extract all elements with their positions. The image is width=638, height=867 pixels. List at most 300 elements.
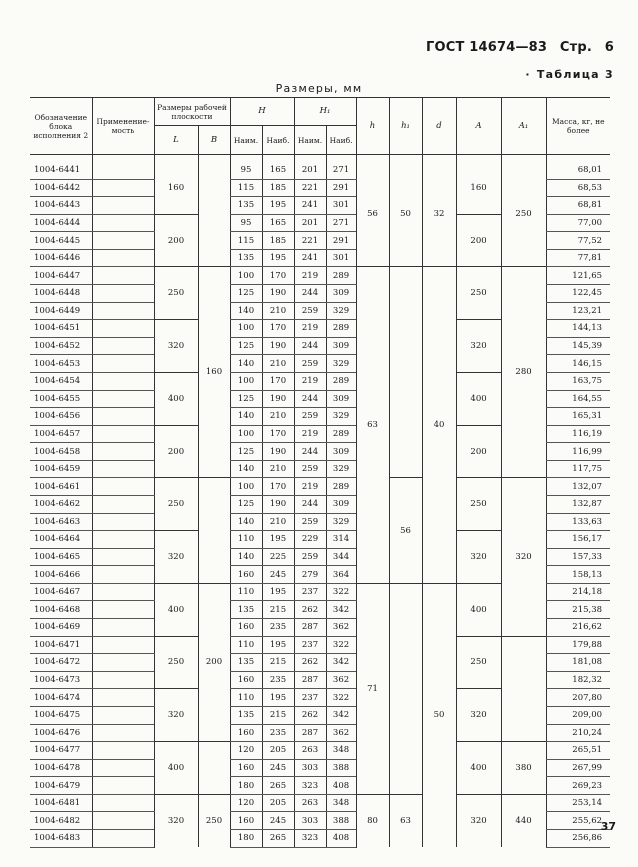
H-max: 195: [262, 583, 294, 601]
H-min: 140: [230, 460, 262, 478]
application-cell: [92, 232, 154, 250]
H-min: 135: [230, 249, 262, 267]
table-label: · Таблица 3: [525, 68, 614, 81]
H1-max: 329: [326, 355, 356, 373]
application-cell: [92, 706, 154, 724]
mass-value: 269,23: [546, 777, 610, 795]
col-H-max: Наиб.: [262, 126, 294, 155]
H1-min: 201: [294, 214, 326, 232]
L-value: 400: [154, 372, 198, 425]
mass-value: 157,33: [546, 548, 610, 566]
h-value: 63: [356, 267, 389, 583]
H-max: 245: [262, 759, 294, 777]
A-value: 200: [456, 425, 501, 478]
H1-min: 259: [294, 460, 326, 478]
H1-max: 342: [326, 601, 356, 619]
block-designation: 1004-6445: [30, 232, 92, 250]
mass-value: 265,51: [546, 742, 610, 760]
block-designation: 1004-6452: [30, 337, 92, 355]
H1-min: 219: [294, 267, 326, 285]
mass-value: 77,52: [546, 232, 610, 250]
H-min: 140: [230, 548, 262, 566]
H-min: 125: [230, 495, 262, 513]
A-value: 250: [456, 636, 501, 689]
block-designation: 1004-6479: [30, 777, 92, 795]
application-cell: [92, 162, 154, 179]
block-designation: 1004-6468: [30, 601, 92, 619]
col-L: L: [154, 126, 198, 155]
H1-min: 259: [294, 548, 326, 566]
application-cell: [92, 267, 154, 285]
H-min: 100: [230, 320, 262, 338]
application-cell: [92, 759, 154, 777]
application-cell: [92, 460, 154, 478]
H1-min: 244: [294, 390, 326, 408]
block-designation: 1004-6473: [30, 671, 92, 689]
H1-min: 323: [294, 829, 326, 847]
A1-value: 250: [501, 162, 546, 267]
col-d: d: [422, 98, 456, 155]
H-min: 100: [230, 267, 262, 285]
H1-min: 262: [294, 601, 326, 619]
H1-min: 287: [294, 619, 326, 637]
mass-value: 116,19: [546, 425, 610, 443]
H-max: 170: [262, 267, 294, 285]
application-cell: [92, 636, 154, 654]
block-designation: 1004-6464: [30, 531, 92, 549]
mass-value: 182,32: [546, 671, 610, 689]
H1-max: 329: [326, 408, 356, 426]
block-designation: 1004-6483: [30, 829, 92, 847]
A-value: 320: [456, 531, 501, 584]
H1-min: 262: [294, 654, 326, 672]
block-designation: 1004-6455: [30, 390, 92, 408]
H1-max: 309: [326, 443, 356, 461]
application-cell: [92, 671, 154, 689]
L-value: 320: [154, 320, 198, 373]
H1-max: 291: [326, 179, 356, 197]
H1-min: 303: [294, 759, 326, 777]
block-designation: 1004-6466: [30, 566, 92, 584]
H-min: 135: [230, 654, 262, 672]
col-H-min: Наим.: [230, 126, 262, 155]
H-min: 140: [230, 513, 262, 531]
H1-min: 244: [294, 495, 326, 513]
H1-max: 271: [326, 162, 356, 179]
application-cell: [92, 566, 154, 584]
block-designation: 1004-6457: [30, 425, 92, 443]
H1-max: 289: [326, 267, 356, 285]
A-value: 320: [456, 794, 501, 847]
H1-max: 329: [326, 460, 356, 478]
mass-value: 209,00: [546, 706, 610, 724]
mass-value: 77,81: [546, 249, 610, 267]
col-work-surface: Размеры рабочей плоскости: [154, 98, 230, 126]
block-designation: 1004-6443: [30, 197, 92, 215]
H1-max: 309: [326, 337, 356, 355]
block-designation: 1004-6467: [30, 583, 92, 601]
application-cell: [92, 179, 154, 197]
mass-value: 145,39: [546, 337, 610, 355]
page-label: Стр.: [559, 40, 593, 55]
table-row: [30, 267, 610, 285]
col-B: B: [198, 126, 230, 155]
H-min: 115: [230, 232, 262, 250]
A1-value: [501, 636, 546, 741]
application-cell: [92, 337, 154, 355]
H-max: 190: [262, 495, 294, 513]
H1-max: 301: [326, 197, 356, 215]
H1-max: 329: [326, 302, 356, 320]
A-value: 250: [456, 478, 501, 531]
H-max: 235: [262, 619, 294, 637]
H1-min: 259: [294, 355, 326, 373]
mass-value: 117,75: [546, 460, 610, 478]
d-value: 32: [422, 162, 456, 267]
A-value: 400: [456, 372, 501, 425]
A-value: 320: [456, 320, 501, 373]
application-cell: [92, 372, 154, 390]
H-max: 165: [262, 162, 294, 179]
mass-value: 68,53: [546, 179, 610, 197]
application-cell: [92, 249, 154, 267]
B-value: [198, 478, 230, 583]
H-max: 190: [262, 337, 294, 355]
application-cell: [92, 302, 154, 320]
application-cell: [92, 829, 154, 847]
H-min: 160: [230, 724, 262, 742]
table-row: [30, 636, 610, 654]
H1-max: 322: [326, 636, 356, 654]
H1-max: 322: [326, 583, 356, 601]
H-min: 125: [230, 443, 262, 461]
block-designation: 1004-6475: [30, 706, 92, 724]
mass-value: 179,88: [546, 636, 610, 654]
H1-max: 309: [326, 495, 356, 513]
L-value: 250: [154, 478, 198, 531]
L-value: 160: [154, 162, 198, 214]
block-designation: 1004-6447: [30, 267, 92, 285]
col-A1: A₁: [501, 98, 546, 155]
col-h: h: [356, 98, 389, 155]
application-cell: [92, 794, 154, 812]
H1-min: 259: [294, 408, 326, 426]
H1-max: 344: [326, 548, 356, 566]
block-designation: 1004-6448: [30, 285, 92, 303]
table-row: [30, 794, 610, 812]
H-max: 245: [262, 812, 294, 830]
application-cell: [92, 408, 154, 426]
H1-min: 219: [294, 425, 326, 443]
block-designation: 1004-6461: [30, 478, 92, 496]
H-max: 210: [262, 408, 294, 426]
application-cell: [92, 443, 154, 461]
mass-value: 253,14: [546, 794, 610, 812]
mass-value: 123,21: [546, 302, 610, 320]
H-max: 235: [262, 724, 294, 742]
page-number: 6: [604, 40, 614, 55]
H1-min: 287: [294, 671, 326, 689]
H-min: 115: [230, 179, 262, 197]
block-designation: 1004-6463: [30, 513, 92, 531]
H1-min: 237: [294, 689, 326, 707]
application-cell: [92, 689, 154, 707]
application-cell: [92, 619, 154, 637]
H1-max: 309: [326, 390, 356, 408]
application-cell: [92, 390, 154, 408]
A1-value: 320: [501, 478, 546, 636]
col-H: H: [230, 98, 294, 126]
H1-min: 237: [294, 583, 326, 601]
H-max: 195: [262, 197, 294, 215]
H-min: 160: [230, 671, 262, 689]
H1-min: 241: [294, 197, 326, 215]
H-max: 265: [262, 777, 294, 795]
mass-value: 164,55: [546, 390, 610, 408]
mass-value: 165,31: [546, 408, 610, 426]
H-max: 205: [262, 742, 294, 760]
H-max: 170: [262, 372, 294, 390]
H-max: 170: [262, 425, 294, 443]
H-max: 215: [262, 706, 294, 724]
H1-min: 221: [294, 232, 326, 250]
table-row: [30, 742, 610, 760]
H-max: 195: [262, 689, 294, 707]
h-value: 56: [356, 162, 389, 267]
H-max: 195: [262, 249, 294, 267]
H1-max: 301: [326, 249, 356, 267]
H-max: 210: [262, 513, 294, 531]
A1-value: 280: [501, 267, 546, 478]
block-designation: 1004-6465: [30, 548, 92, 566]
H1-max: 271: [326, 214, 356, 232]
H-max: 235: [262, 671, 294, 689]
H-max: 205: [262, 794, 294, 812]
H-max: 195: [262, 636, 294, 654]
H1-max: 362: [326, 724, 356, 742]
H-min: 140: [230, 302, 262, 320]
col-designation: Обозначение блока исполнения 2: [30, 98, 92, 155]
H1-max: 289: [326, 425, 356, 443]
L-value: 400: [154, 583, 198, 636]
block-designation: 1004-6482: [30, 812, 92, 830]
mass-value: 215,38: [546, 601, 610, 619]
H1-min: 219: [294, 320, 326, 338]
H1-min: 259: [294, 302, 326, 320]
H1-min: 244: [294, 285, 326, 303]
H-max: 210: [262, 355, 294, 373]
H1-max: 348: [326, 794, 356, 812]
H1-min: 259: [294, 513, 326, 531]
application-cell: [92, 478, 154, 496]
H1-max: 289: [326, 478, 356, 496]
H1-max: 362: [326, 671, 356, 689]
B-value: 200: [198, 583, 230, 741]
block-designation: 1004-6453: [30, 355, 92, 373]
H1-max: 342: [326, 706, 356, 724]
application-cell: [92, 214, 154, 232]
H-min: 125: [230, 390, 262, 408]
H1-max: 388: [326, 812, 356, 830]
mass-value: 158,13: [546, 566, 610, 584]
block-designation: 1004-6456: [30, 408, 92, 426]
mass-value: 163,75: [546, 372, 610, 390]
H1-max: 342: [326, 654, 356, 672]
mass-value: 267,99: [546, 759, 610, 777]
dimensions-table: [30, 97, 610, 848]
h-value: 80: [356, 794, 389, 847]
H-min: 110: [230, 636, 262, 654]
standard-code: ГОСТ 14674—83: [425, 40, 548, 55]
mass-value: 146,15: [546, 355, 610, 373]
mass-value: 116,99: [546, 443, 610, 461]
H-min: 160: [230, 566, 262, 584]
H1-min: 287: [294, 724, 326, 742]
L-value: 320: [154, 794, 198, 847]
A-value: 160: [456, 162, 501, 214]
block-designation: 1004-6481: [30, 794, 92, 812]
H-min: 135: [230, 601, 262, 619]
B-value: 160: [198, 267, 230, 478]
H1-min: 263: [294, 742, 326, 760]
H1-min: 303: [294, 812, 326, 830]
H-min: 160: [230, 619, 262, 637]
H-min: 135: [230, 706, 262, 724]
table-caption: Размеры, мм: [275, 82, 363, 95]
H-max: 245: [262, 566, 294, 584]
h-value: 71: [356, 583, 389, 794]
H-min: 140: [230, 408, 262, 426]
H1-max: 289: [326, 320, 356, 338]
H-min: 120: [230, 742, 262, 760]
A-value: 400: [456, 742, 501, 795]
h1-value: 56: [389, 478, 422, 583]
H1-min: 262: [294, 706, 326, 724]
table-row: [30, 162, 610, 179]
L-value: 400: [154, 742, 198, 795]
H-max: 190: [262, 443, 294, 461]
application-cell: [92, 583, 154, 601]
H1-max: 362: [326, 619, 356, 637]
block-designation: 1004-6441: [30, 162, 92, 179]
block-designation: 1004-6472: [30, 654, 92, 672]
A1-value: 440: [501, 794, 546, 847]
H1-min: 244: [294, 337, 326, 355]
H1-min: 279: [294, 566, 326, 584]
application-cell: [92, 654, 154, 672]
H-min: 180: [230, 829, 262, 847]
A-value: 320: [456, 689, 501, 742]
H1-max: 329: [326, 513, 356, 531]
mass-value: 156,17: [546, 531, 610, 549]
H-max: 165: [262, 214, 294, 232]
page-header: [418, 40, 614, 55]
application-cell: [92, 548, 154, 566]
H1-min: 229: [294, 531, 326, 549]
block-designation: 1004-6444: [30, 214, 92, 232]
mass-value: 68,81: [546, 197, 610, 215]
H-max: 210: [262, 460, 294, 478]
H-max: 170: [262, 478, 294, 496]
L-value: 250: [154, 636, 198, 689]
H-max: 170: [262, 320, 294, 338]
H-min: 160: [230, 759, 262, 777]
H-max: 215: [262, 601, 294, 619]
H-min: 160: [230, 812, 262, 830]
H-min: 95: [230, 214, 262, 232]
H1-max: 408: [326, 777, 356, 795]
H1-max: 289: [326, 372, 356, 390]
mass-value: 216,62: [546, 619, 610, 637]
H1-max: 388: [326, 759, 356, 777]
block-designation: 1004-6451: [30, 320, 92, 338]
application-cell: [92, 812, 154, 830]
application-cell: [92, 285, 154, 303]
A-value: 250: [456, 267, 501, 320]
H-min: 110: [230, 689, 262, 707]
H1-min: 323: [294, 777, 326, 795]
H1-min: 219: [294, 372, 326, 390]
mass-value: 255,62: [546, 812, 610, 830]
application-cell: [92, 531, 154, 549]
application-cell: [92, 724, 154, 742]
h1-value: [389, 267, 422, 478]
H-min: 135: [230, 197, 262, 215]
application-cell: [92, 355, 154, 373]
block-designation: 1004-6449: [30, 302, 92, 320]
block-designation: 1004-6469: [30, 619, 92, 637]
L-value: 320: [154, 531, 198, 584]
H1-max: 291: [326, 232, 356, 250]
page-footer-number: 37: [600, 820, 616, 833]
mass-value: 210,24: [546, 724, 610, 742]
application-cell: [92, 742, 154, 760]
mass-value: 121,65: [546, 267, 610, 285]
H-min: 100: [230, 425, 262, 443]
h1-value: 50: [389, 162, 422, 267]
H-max: 225: [262, 548, 294, 566]
application-cell: [92, 425, 154, 443]
application-cell: [92, 495, 154, 513]
H1-min: 201: [294, 162, 326, 179]
H-min: 180: [230, 777, 262, 795]
H1-min: 244: [294, 443, 326, 461]
block-designation: 1004-6478: [30, 759, 92, 777]
col-H1: H₁: [294, 98, 356, 126]
H-max: 190: [262, 390, 294, 408]
block-designation: 1004-6458: [30, 443, 92, 461]
block-designation: 1004-6476: [30, 724, 92, 742]
block-designation: 1004-6477: [30, 742, 92, 760]
H-min: 110: [230, 531, 262, 549]
application-cell: [92, 513, 154, 531]
L-value: 250: [154, 267, 198, 320]
H1-min: 221: [294, 179, 326, 197]
col-h1: h₁: [389, 98, 422, 155]
H-max: 190: [262, 285, 294, 303]
H1-min: 263: [294, 794, 326, 812]
A-value: 200: [456, 214, 501, 267]
A-value: 400: [456, 583, 501, 636]
H-min: 100: [230, 372, 262, 390]
mass-value: 256,86: [546, 829, 610, 847]
H-max: 265: [262, 829, 294, 847]
col-H1-max: Наиб.: [326, 126, 356, 155]
mass-value: 77,00: [546, 214, 610, 232]
application-cell: [92, 320, 154, 338]
mass-value: 181,08: [546, 654, 610, 672]
block-designation: 1004-6446: [30, 249, 92, 267]
